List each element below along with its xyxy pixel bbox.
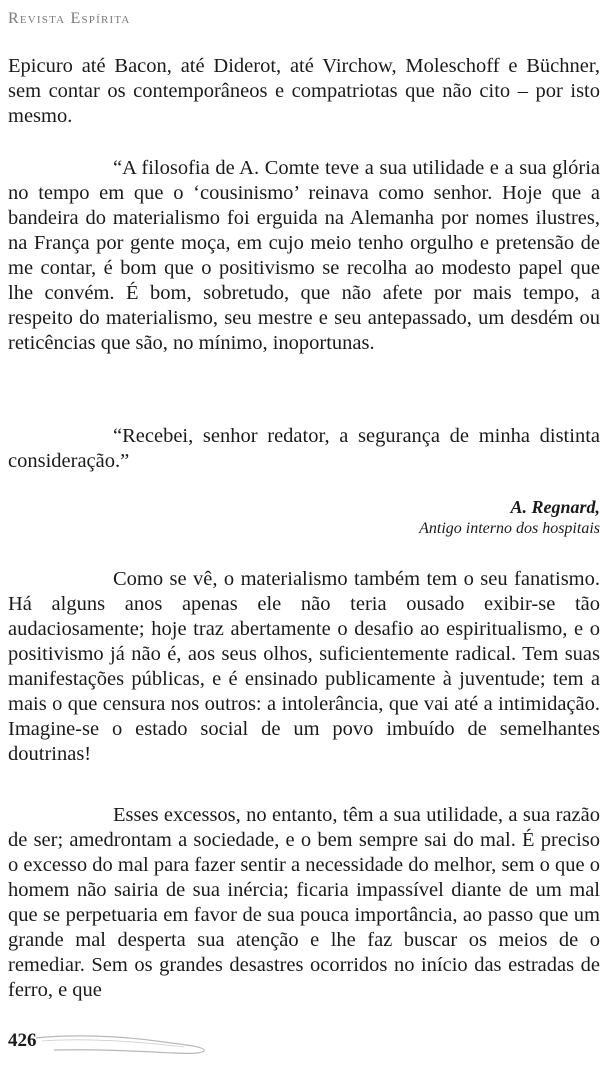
running-head: Revista Espírita bbox=[8, 10, 131, 27]
paragraph-excesses: Esses excessos, no entanto, têm a sua utilidade, a sua razão de ser; amedrontam a sociedade, e o bem sempre sai do mal. É preciso o excesso do mal para fazer sentir a necessidade do melhor, sem o que o homem não sairia de sua inércia; ficaria impassível diante de um mal que se perpetuaria em favor de sua pouca importância, ao passo que um grande mal desperta sua atenção e lhe faz buscar os meios de o remediar. Sem os grandes desastres ocorridos no início das estradas de ferro, e que bbox=[8, 804, 600, 1001]
paragraph-letter-quote: “A filosofia de A. Comte teve a sua utilidade e a sua glória no tempo em que o ‘cousinismo’ reinava como senhor. Hoje que a bandeira do materialismo foi erguida na Alemanha por nomes ilustres, na França por gente moça, em cujo meio tenho orgulho e pretensão de me contar, é bom que o positivismo se recolha ao modesto papel que lhe convém. É bom, sobretudo, que não afete por mais tempo, a respeito do materialismo, seu mestre e seu antepassado, um desdém ou reticências que são, no mínimo, inoportunas. bbox=[8, 157, 600, 354]
decorative-flourish-icon bbox=[34, 1032, 209, 1056]
signature-title: Antigo interno dos hospitais bbox=[419, 520, 600, 537]
paragraph-continuation: Epicuro até Bacon, até Diderot, até Virchow, Moleschoff e Büchner, sem contar os contemporâneos e compatriotas que não cito – por isto mesmo. bbox=[8, 55, 600, 127]
signature-name: A. Regnard, bbox=[510, 497, 600, 517]
paragraph-letter-closing: “Recebei, senhor redator, a segurança de minha distinta consideração.” bbox=[8, 425, 600, 472]
paragraph-commentary: Como se vê, o materialismo também tem o seu fanatismo. Há alguns anos apenas ele não teria ousado exibir-se tão audaciosamente; hoje traz abertamente o desafio ao espiritualismo, e o positivismo já não é, aos seus olhos, suficientemente radical. Tem suas manifestações públicas, e é ensinado publicamente à juventude; tem a mais o que censura nos outros: a intolerância, que vai até a intimidação. Imagine-se o estado social de um povo imbuído de semelhantes doutrinas! bbox=[8, 568, 600, 765]
page-number: 426 bbox=[8, 1030, 37, 1051]
